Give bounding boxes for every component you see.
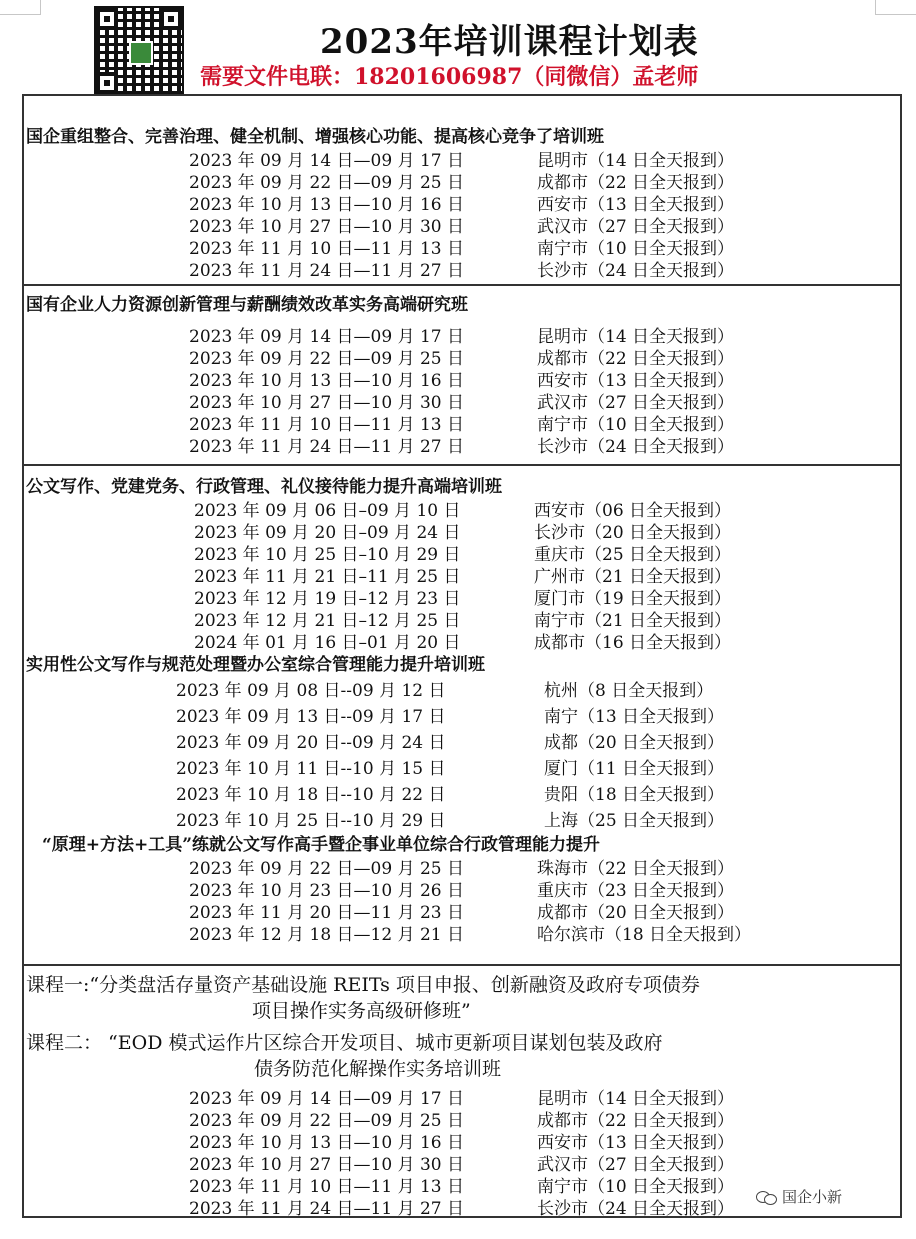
schedule-city: 长沙市（24 日全天报到）: [537, 1199, 735, 1219]
schedule-date: 2023 年 11 月 10 日—11 月 13 日: [189, 1177, 465, 1197]
section-title: 实用性公文写作与规范处理暨办公室综合管理能力提升培训班: [26, 655, 485, 675]
schedule-city: 成都（20 日全天报到）: [544, 733, 725, 753]
schedule-date: 2023 年 12 月 19 日–12 月 23 日: [194, 589, 461, 609]
schedule-date: 2023 年 11 月 10 日—11 月 13 日: [189, 415, 465, 435]
schedule-city: 南宁（13 日全天报到）: [544, 707, 725, 727]
schedule-city: 成都市（22 日全天报到）: [537, 1111, 735, 1131]
schedule-city: 成都市（22 日全天报到）: [537, 349, 735, 369]
schedule-date: 2023 年 12 月 21 日–12 月 25 日: [194, 611, 461, 631]
schedule-date: 2023 年 10 月 11 日--10 月 15 日: [176, 759, 446, 779]
schedule-date: 2023 年 09 月 06 日–09 月 10 日: [194, 501, 461, 521]
schedule-date: 2023 年 11 月 24 日—11 月 27 日: [189, 437, 465, 457]
schedule-date: 2023 年 11 月 20 日—11 月 23 日: [189, 903, 465, 923]
schedule-date: 2023 年 09 月 14 日—09 月 17 日: [189, 151, 465, 171]
watermark-text: 国企小新: [782, 1188, 843, 1206]
schedule-city: 哈尔滨市（18 日全天报到）: [537, 925, 752, 945]
schedule-date: 2023 年 10 月 25 日–10 月 29 日: [194, 545, 461, 565]
schedule-date: 2023 年 10 月 23 日—10 月 26 日: [189, 881, 465, 901]
schedule-city: 重庆市（23 日全天报到）: [537, 881, 735, 901]
contact-line: 需要文件电联：18201606987（同微信）孟老师: [200, 64, 699, 90]
schedule-city: 厦门（11 日全天报到）: [544, 759, 725, 779]
schedule-date: 2023 年 10 月 27 日—10 月 30 日: [189, 1155, 465, 1175]
course-section-1: [24, 96, 900, 286]
schedule-date: 2023 年 09 月 20 日--09 月 24 日: [176, 733, 446, 753]
schedule-date: 2023 年 09 月 13 日--09 月 17 日: [176, 707, 446, 727]
course-two-title: 课程二： “EOD 模式运作片区综合开发项目、城市更新项目谋划包装及政府: [26, 1032, 663, 1054]
schedule-date: 2023 年 10 月 18 日--10 月 22 日: [176, 785, 446, 805]
schedule-date: 2023 年 11 月 24 日—11 月 27 日: [189, 261, 465, 281]
schedule-date: 2023 年 09 月 22 日—09 月 25 日: [189, 173, 465, 193]
schedule-city: 西安市（13 日全天报到）: [537, 1133, 735, 1153]
course-section-2: [24, 284, 900, 464]
schedule-city: 厦门市（19 日全天报到）: [534, 589, 732, 609]
course-one-subtitle: 项目操作实务高级研修班”: [252, 1000, 471, 1022]
section-title: 公文写作、党建党务、行政管理、礼仪接待能力提升高端培训班: [26, 477, 502, 497]
schedule-city: 珠海市（22 日全天报到）: [537, 859, 735, 879]
schedule-city: 南宁市（10 日全天报到）: [537, 1177, 735, 1197]
schedule-date: 2023 年 12 月 18 日—12 月 21 日: [189, 925, 465, 945]
schedule-date: 2023 年 09 月 22 日—09 月 25 日: [189, 859, 465, 879]
schedule-city: 贵阳（18 日全天报到）: [544, 785, 725, 805]
schedule-city: 长沙市（20 日全天报到）: [534, 523, 732, 543]
schedule-date: 2023 年 10 月 27 日—10 月 30 日: [189, 393, 465, 413]
schedule-city: 南宁市（21 日全天报到）: [534, 611, 732, 631]
schedule-city: 重庆市（25 日全天报到）: [534, 545, 732, 565]
schedule-table: [22, 94, 902, 1218]
schedule-date: 2023 年 10 月 13 日—10 月 16 日: [189, 371, 465, 391]
schedule-date: 2023 年 09 月 14 日—09 月 17 日: [189, 327, 465, 347]
section-title: “原理+方法+工具”练就公文写作高手暨企事业单位综合行政管理能力提升: [42, 835, 601, 855]
schedule-date: 2023 年 11 月 21 日–11 月 25 日: [194, 567, 461, 587]
schedule-city: 南宁市（10 日全天报到）: [537, 239, 735, 259]
section-title: 国企重组整合、完善治理、健全机制、增强核心功能、提高核心竞争了培训班: [26, 127, 604, 147]
page-corner-mark-left: [0, 0, 41, 15]
schedule-date: 2023 年 10 月 13 日—10 月 16 日: [189, 195, 465, 215]
schedule-city: 上海（25 日全天报到）: [544, 811, 725, 831]
schedule-date: 2023 年 11 月 10 日—11 月 13 日: [189, 239, 465, 259]
schedule-date: 2023 年 09 月 14 日—09 月 17 日: [189, 1089, 465, 1109]
schedule-city: 杭州（8 日全天报到）: [544, 681, 714, 701]
schedule-date: 2023 年 11 月 24 日—11 月 27 日: [189, 1199, 465, 1219]
schedule-date: 2023 年 09 月 20 日–09 月 24 日: [194, 523, 461, 543]
schedule-city: 武汉市（27 日全天报到）: [537, 393, 735, 413]
schedule-date: 2023 年 10 月 13 日—10 月 16 日: [189, 1133, 465, 1153]
section-title: 国有企业人力资源创新管理与薪酬绩效改革实务高端研究班: [26, 295, 468, 315]
schedule-date: 2023 年 09 月 22 日—09 月 25 日: [189, 349, 465, 369]
schedule-city: 武汉市（27 日全天报到）: [537, 1155, 735, 1175]
watermark: [756, 1186, 842, 1207]
document-title: 2023年培训课程计划表: [320, 22, 699, 62]
course-two-subtitle: 债务防范化解操作实务培训班: [254, 1058, 502, 1080]
schedule-city: 成都市（22 日全天报到）: [537, 173, 735, 193]
course-section-3-5: [24, 464, 900, 964]
wechat-icon: [756, 1189, 778, 1205]
schedule-city: 昆明市（14 日全天报到）: [537, 151, 735, 171]
schedule-city: 长沙市（24 日全天报到）: [537, 261, 735, 281]
schedule-city: 西安市（06 日全天报到）: [534, 501, 732, 521]
schedule-date: 2023 年 09 月 22 日—09 月 25 日: [189, 1111, 465, 1131]
schedule-city: 成都市（16 日全天报到）: [534, 633, 732, 653]
page-corner-mark-right: [875, 0, 916, 15]
course-section-6: [24, 964, 900, 1219]
schedule-city: 西安市（13 日全天报到）: [537, 371, 735, 391]
course-one-title: 课程一:“分类盘活存量资产基础设施 REITs 项目申报、创新融资及政府专项债券: [26, 974, 700, 996]
schedule-city: 南宁市（10 日全天报到）: [537, 415, 735, 435]
schedule-city: 成都市（20 日全天报到）: [537, 903, 735, 923]
schedule-date: 2023 年 10 月 25 日--10 月 29 日: [176, 811, 446, 831]
schedule-city: 昆明市（14 日全天报到）: [537, 1089, 735, 1109]
schedule-city: 广州市（21 日全天报到）: [534, 567, 732, 587]
schedule-date: 2023 年 10 月 27 日—10 月 30 日: [189, 217, 465, 237]
schedule-city: 昆明市（14 日全天报到）: [537, 327, 735, 347]
schedule-date: 2024 年 01 月 16 日–01 月 20 日: [194, 633, 461, 653]
schedule-city: 长沙市（24 日全天报到）: [537, 437, 735, 457]
schedule-city: 西安市（13 日全天报到）: [537, 195, 735, 215]
schedule-date: 2023 年 09 月 08 日--09 月 12 日: [176, 681, 446, 701]
schedule-city: 武汉市（27 日全天报到）: [537, 217, 735, 237]
qr-code-image: [96, 8, 182, 94]
